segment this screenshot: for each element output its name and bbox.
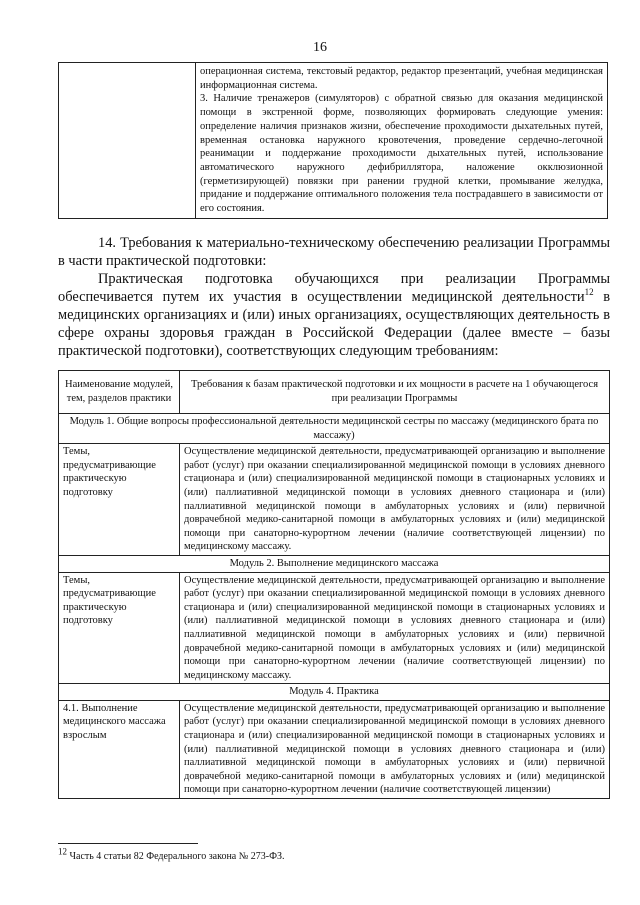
table-header-row	[59, 371, 610, 414]
module2-title: Модуль 2. Выполнение медицинского массажа	[59, 555, 610, 572]
module1-row-label: Темы, предусматривающие практическую подготовку	[59, 444, 180, 556]
table-row	[59, 700, 610, 798]
module1-row-text: Осуществление медицинской деятельности, предусматривающей организацию и выполнение работ (услуг) при оказании специализированной медицинской помощи в условиях дневного стационара и (или) специализированной медицинской помощи в стационарных условиях и (или) паллиативной медицинской помощи в условиях дневного стационара и (или) паллиативной медицинской помощи в амбулаторных условиях и (или) первичной доврачебной медико-санитарной помощи в амбулаторных условиях и (или) медицинской помощи при санаторно-курортном лечении (наличие соответствующей лицензии) по медицинскому массажу.	[180, 444, 610, 556]
equipment-text-2: 3. Наличие тренажеров (симуляторов) с обратной связью для оказания медицинской помощи в экстренной форме, позволяющих формировать следующие умения: определение наличия признаков жизни, обеспечение проходимости дыхательных путей, временная остановка наружного кровотечения, проведение сердечно-легочной реанимации и поддержание проходимости дыхательных путей, использование автоматического наружного дефибриллятора, наложение окклюзионной (герметизирующей) повязки при ранении грудной клетки, промывание желудка, придание и поддержание оптимального положения тела пострадавшего в зависимости от его состояния.	[200, 93, 603, 215]
section-heading: 14. Требования к материально-техническому обеспечению реализации Программы в части практической подготовки:	[58, 235, 610, 269]
module-row	[59, 414, 610, 444]
paragraph-text: Практическая подготовка обучающихся при реализации Программы обеспечивается путем их участия в осуществлении медицинской деятельности	[58, 271, 610, 305]
empty-cell	[59, 63, 196, 219]
equipment-cell	[196, 63, 608, 219]
header-col1: Наименование модулей, тем, разделов практики	[59, 371, 180, 414]
module4-row-text: Осуществление медицинской деятельности, предусматривающей организацию и выполнение работ (услуг) при оказании специализированной медицинской помощи в условиях дневного стационара и (или) специализированной медицинской помощи в стационарных условиях и (или) паллиативной медицинской помощи в условиях дневного стационара и (или) паллиативной медицинской помощи в амбулаторных условиях и (или) первичной доврачебной медико-санитарной помощи в амбулаторных условиях и (или) медицинской помощи при санаторно-курортном лечении (наличие соответствующей лицензии)	[180, 700, 610, 798]
requirements-table	[58, 370, 610, 799]
footnote-text: Часть 4 статьи 82 Федерального закона № 273-ФЗ.	[67, 851, 285, 862]
section-paragraph	[58, 270, 610, 360]
page-number: 16	[313, 40, 327, 55]
module4-title: Модуль 4. Практика	[59, 684, 610, 701]
module4-row-label: 4.1. Выполнение медицинского массажа взрослым	[59, 700, 180, 798]
paragraph-text-cont: в медицинских организациях и (или) иных организациях, осуществляющих деятельность в сфере охраны здоровья граждан в Российской Федерации (далее вместе – базы практической подготовки), соответствующих следующим требованиям:	[58, 289, 610, 359]
module-row	[59, 684, 610, 701]
header-col2: Требования к базам практической подготовки и их мощности в расчете на 1 обучающегося при реализации Программы	[180, 371, 610, 414]
footnote	[58, 846, 285, 862]
footnote-divider	[58, 843, 198, 844]
table-row	[59, 444, 610, 556]
module-row	[59, 555, 610, 572]
equipment-table-continuation	[58, 62, 608, 219]
table-row	[59, 63, 608, 219]
equipment-text-1: операционная система, текстовый редактор, редактор презентаций, учебная медицинская информационная система.	[200, 66, 603, 91]
module1-title: Модуль 1. Общие вопросы профессиональной деятельности медицинской сестры по массажу (медицинского брата по массажу)	[59, 414, 610, 444]
module2-row-label: Темы, предусматривающие практическую подготовку	[59, 572, 180, 684]
footnote-number: 12	[58, 846, 67, 857]
table-row	[59, 572, 610, 684]
footnote-ref: 12	[584, 287, 594, 298]
module2-row-text: Осуществление медицинской деятельности, предусматривающей организацию и выполнение работ (услуг) при оказании специализированной медицинской помощи в условиях дневного стационара и (или) специализированной медицинской помощи в стационарных условиях и (или) паллиативной медицинской помощи в условиях дневного стационара и (или) паллиативной медицинской помощи в амбулаторных условиях и (или) первичной доврачебной медико-санитарной помощи в амбулаторных условиях и (или) медицинской помощи при санаторно-курортном лечении (наличие соответствующей лицензии) по медицинскому массажу.	[180, 572, 610, 684]
